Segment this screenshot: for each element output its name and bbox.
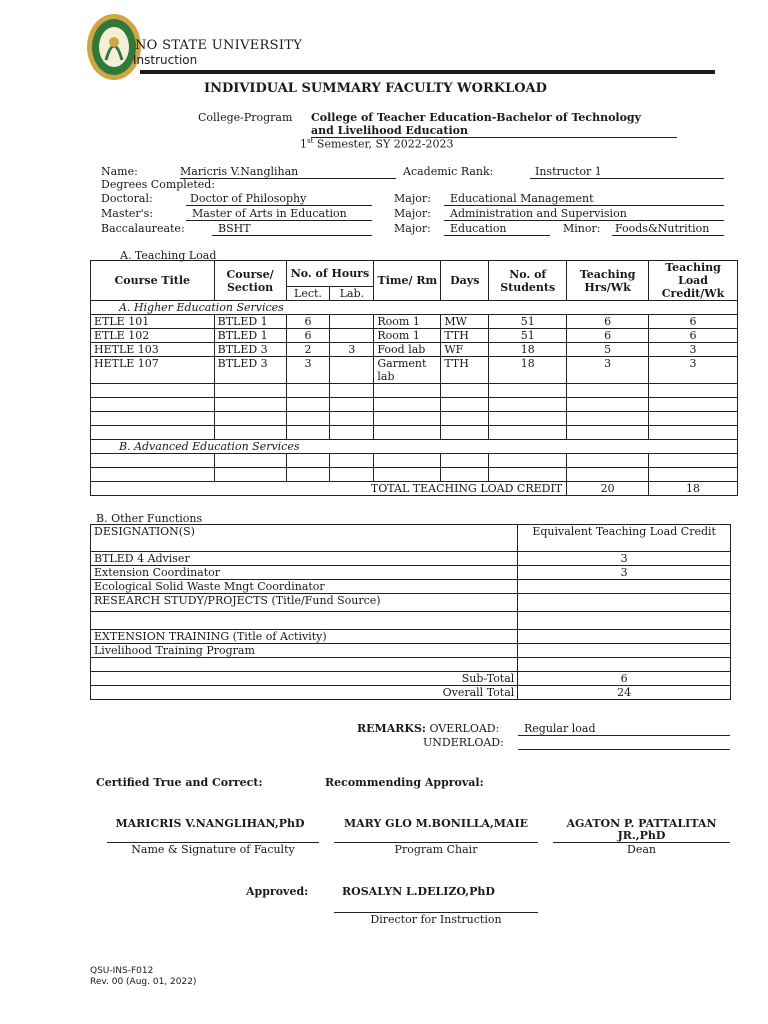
name-label: Name: [101,165,138,178]
degrees-label: Degrees Completed: [101,178,216,191]
total-teaching-credit: 18 [649,482,738,496]
room-cell: Food lab [374,343,441,357]
teaching-credit-cell: 6 [649,315,738,329]
days-cell: TTH [441,357,489,384]
days-cell: MW [441,315,489,329]
room-cell: Room 1 [374,329,441,343]
masters-value: Master of Arts in Education [186,207,372,221]
semester: 1st Semester, SY 2022-2023 [300,137,454,151]
bacc-major-value: Education [444,222,550,236]
teaching-load-heading: A. Teaching Load [120,249,217,262]
col-time-rm: Time/ Rm [374,261,441,301]
underload-label: UNDERLOAD: [423,736,504,749]
students-cell: 18 [489,357,567,384]
designation-cell [91,658,518,672]
designation-cell: RESEARCH STUDY/PROJECTS (Title/Fund Source) [91,594,518,612]
col-hrs-wk: Teaching Hrs/Wk [567,261,649,301]
other-functions-table [90,524,731,700]
equivalent-credit-header: Equivalent Teaching Load Credit [518,525,731,552]
overload-label: OVERLOAD: [429,722,500,735]
equivalent-credit-cell [518,612,731,630]
equivalent-credit-cell [518,658,731,672]
course-row [91,357,738,384]
total-teaching-load-label: TOTAL TEACHING LOAD CREDIT [91,482,567,496]
director-name: ROSALYN L.DELIZO,PhD [342,885,495,898]
course-row [91,343,738,357]
designation-cell: Extension Coordinator [91,566,518,580]
faculty-name: MARICRIS V.NANGLIHAN,PhD [115,817,305,830]
doctoral-major-label: Major: [394,192,431,205]
minor-value: Foods&Nutrition [612,222,724,236]
total-teaching-hrs: 20 [567,482,649,496]
col-credit-wk: Teaching Load Credit/Wk [649,261,738,301]
dean-name-line2: JR.,PhD [617,829,666,842]
designation-row [91,630,731,644]
director-role: Director for Instruction [334,912,538,926]
course-section-cell: BTLED 3 [214,357,286,384]
lab-hours-cell [330,329,374,343]
col-course-title: Course Title [91,261,215,301]
lab-hours-cell: 3 [330,343,374,357]
lecture-hours-cell: 6 [286,329,330,343]
course-title-cell: ETLE 101 [91,315,215,329]
col-hours: No. of Hours [286,261,374,287]
chair-role: Program Chair [334,842,538,856]
advanced-education-label: B. Advanced Education Services [91,440,738,454]
dean-role: Dean [553,842,730,856]
course-title-cell: HETLE 107 [91,357,215,384]
rank-label: Academic Rank: [403,165,494,178]
days-cell: TTH [441,329,489,343]
course-row [91,329,738,343]
masters-label: Master's: [101,207,154,220]
equivalent-credit-cell: 3 [518,566,731,580]
course-title-cell: HETLE 103 [91,343,215,357]
doctoral-label: Doctoral: [101,192,153,205]
teaching-hrs-cell: 6 [567,315,649,329]
course-rows [91,315,738,384]
designation-row [91,594,731,612]
designation-cell: Livelihood Training Program [91,644,518,658]
equivalent-credit-cell [518,644,731,658]
designation-header: DESIGNATION(S) [91,525,518,552]
lab-hours-cell [330,315,374,329]
course-row [91,315,738,329]
designation-row [91,566,731,580]
teaching-credit-cell: 3 [649,343,738,357]
underload-value [518,736,730,750]
students-cell: 51 [489,315,567,329]
minor-label: Minor: [563,222,601,235]
faculty-role: Name & Signature of Faculty [107,842,319,856]
teaching-load-table [90,260,738,496]
header-rule [140,70,715,74]
bacc-major-label: Major: [394,222,431,235]
days-cell: WF [441,343,489,357]
recommending-label: Recommending Approval: [325,776,484,789]
lecture-hours-cell: 2 [286,343,330,357]
room-cell: Room 1 [374,315,441,329]
lab-hours-cell [330,357,374,384]
name-value: Maricris V.Nanglihan [180,165,396,179]
equivalent-credit-cell [518,594,731,612]
students-cell: 51 [489,329,567,343]
teaching-credit-cell: 3 [649,357,738,384]
equivalent-credit-cell [518,630,731,644]
chair-name: MARY GLO M.BONILLA,MAIE [343,817,529,830]
remarks [357,722,499,735]
subtotal-value: 6 [518,672,731,686]
col-students: No. of Students [489,261,567,301]
col-lect: Lect. [286,287,330,301]
university-seal-logo [86,12,142,85]
equivalent-credit-cell: 3 [518,552,731,566]
college-program-line2: and Livelihood Education [311,124,677,138]
col-days: Days [441,261,489,301]
designation-row [91,658,731,672]
college-program-line1: College of Teacher Education-Bachelor of Technology [311,111,641,124]
overload-value: Regular load [518,722,730,736]
designation-cell: Ecological Solid Waste Mngt Coordinator [91,580,518,594]
col-course-section: Course/ Section [214,261,286,301]
form-revision: Rev. 00 (Aug. 01, 2022) [90,977,197,987]
course-section-cell: BTLED 1 [214,315,286,329]
masters-major-label: Major: [394,207,431,220]
course-section-cell: BTLED 3 [214,343,286,357]
equivalent-credit-cell [518,580,731,594]
teaching-hrs-cell: 3 [567,357,649,384]
university-name: NO STATE UNIVERSITY [135,38,303,53]
course-section-cell: BTLED 1 [214,329,286,343]
subtotal-label: Sub-Total [91,672,518,686]
college-program-label: College-Program [198,111,293,124]
designation-row [91,612,731,630]
lecture-hours-cell: 3 [286,357,330,384]
room-cell: Garment lab [374,357,441,384]
form-title: INDIVIDUAL SUMMARY FACULTY WORKLOAD [204,81,547,96]
designation-cell [91,612,518,630]
bacc-value: BSHT [212,222,372,236]
doctoral-major-value: Educational Management [444,192,724,206]
lecture-hours-cell: 6 [286,315,330,329]
students-cell: 18 [489,343,567,357]
form-code: QSU-INS-F012 [90,966,154,976]
masters-major-value: Administration and Supervision [444,207,724,221]
bacc-label: Baccalaureate: [101,222,185,235]
designation-cell: BTLED 4 Adviser [91,552,518,566]
approved-label: Approved: [246,885,309,898]
teaching-hrs-cell: 5 [567,343,649,357]
overall-total-value: 24 [518,686,731,700]
teaching-credit-cell: 6 [649,329,738,343]
course-title-cell: ETLE 102 [91,329,215,343]
overall-total-label: Overall Total [91,686,518,700]
other-functions-heading: B. Other Functions [96,512,203,525]
teaching-hrs-cell: 6 [567,329,649,343]
office-name: Instruction [133,53,198,67]
dean-name-line1: AGATON P. PATTALITAN [566,817,717,830]
designation-row [91,580,731,594]
designation-row [91,552,731,566]
remarks-label: REMARKS: [357,722,426,735]
other-rows [91,552,731,672]
doctoral-value: Doctor of Philosophy [186,192,372,206]
rank-value: Instructor 1 [530,165,724,179]
designation-cell: EXTENSION TRAINING (Title of Activity) [91,630,518,644]
higher-education-label: A. Higher Education Services [91,301,738,315]
col-lab: Lab. [330,287,374,301]
certified-label: Certified True and Correct: [96,776,263,789]
designation-row [91,644,731,658]
